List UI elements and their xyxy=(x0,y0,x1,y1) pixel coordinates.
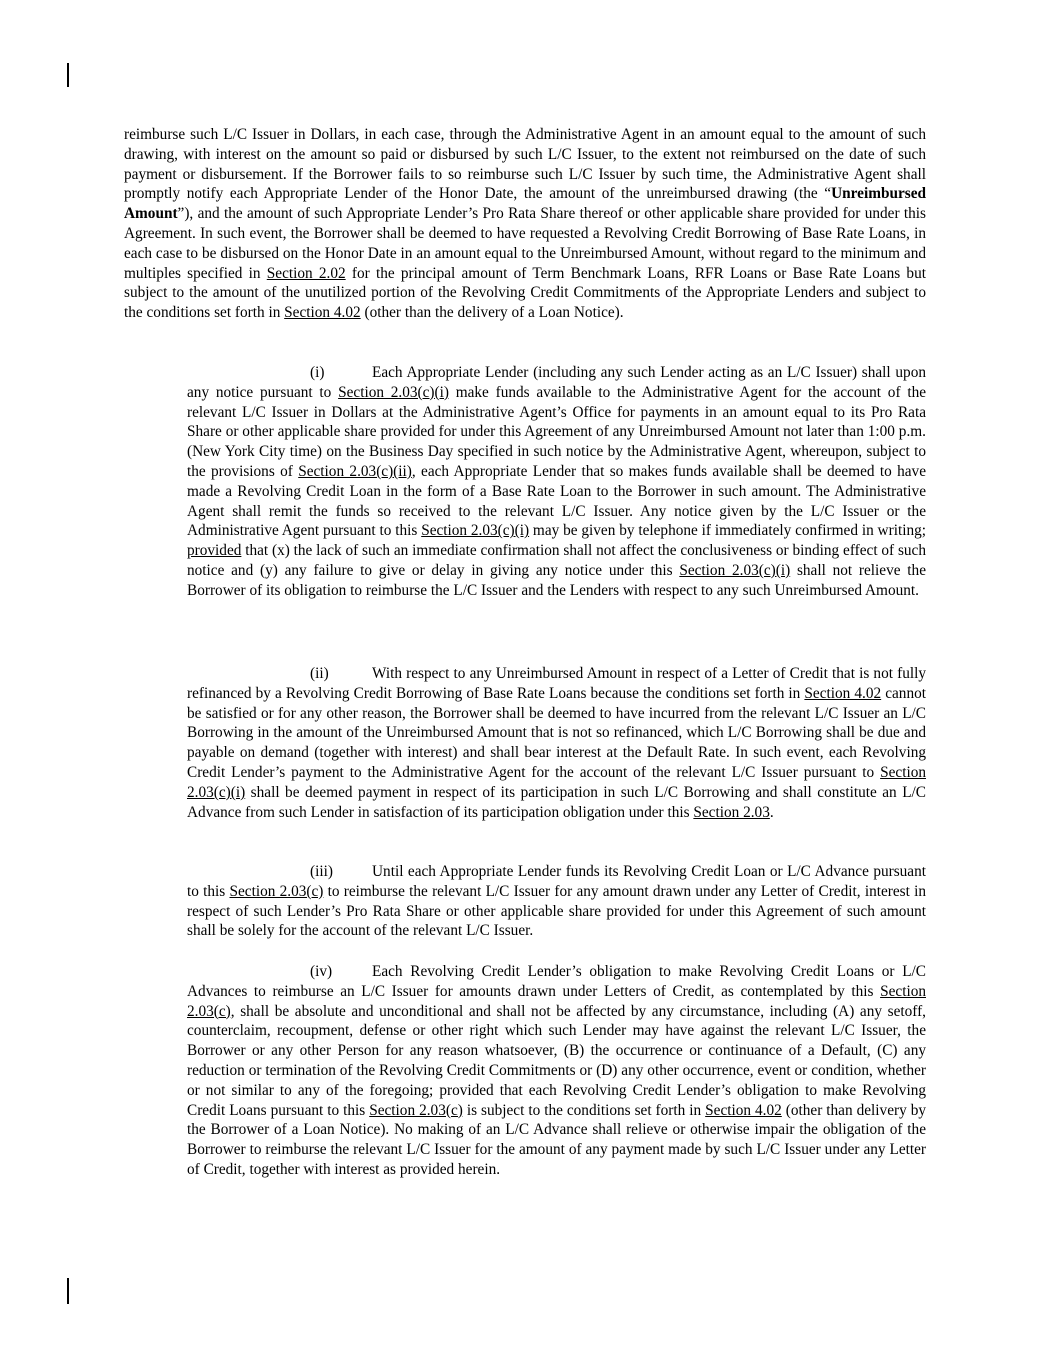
section-ref-2-03-c[interactable]: Section 2.03(c) xyxy=(369,1101,463,1119)
para-ii-text-3: shall be deemed payment in respect of its participation in such L/C Borrowing and shall constitute an L/C Advance from such Lender in satisfaction of its participation obligation under this xyxy=(187,783,926,821)
section-ref-2-03-c[interactable]: Section 2.03(c) xyxy=(187,982,926,1020)
paragraph-number-ii: (ii) xyxy=(310,665,329,682)
section-ref-2-03-c-i[interactable]: Section 2.03(c)(i) xyxy=(679,561,791,579)
para-iii-text-1: Until each Appropriate Lender funds its Revolving Credit Loan or L/C Advance pursuant to this xyxy=(187,863,926,900)
para-iv-text-2: , shall be absolute and unconditional and shall not be affected by any circumstance, including (A) any setoff, counterclaim, recoupment, defense or other right which such Lender may have against the relevant L/C Issuer, the Borrower or any other Person for any reason whatsoever, (B) the occurrence or continuance of a Default, (C) any reduction or termination of the Revolving Credit Commitments or (D) any other occurrence, event or condition, whether or not similar to any of the foregoing; provided that each Revolving Credit Lender’s obligation to make Revolving Credit Loans pursuant to this xyxy=(187,1002,926,1119)
lead-text-2: ”), and the amount of such Appropriate Lender’s Pro Rata Share thereof or other applicable share provided for under this Agreement. In such event, the Borrower shall be deemed to have requested a Revolving Credit Borrowing of Base Rate Loans, in each case to be disbursed on the Honor Date in an amount equal to the Unreimbursed Amount, without regard to the minimum and multiples specified in xyxy=(124,205,926,282)
defined-term-unreimbursed-amount: Unreimbursed Amount xyxy=(124,185,926,223)
para-iv-text-3: is subject to the conditions set forth in xyxy=(462,1101,706,1119)
lead-text-3: for the principal amount of Term Benchmark Loans, RFR Loans or Base Rate Loans but subject to the amount of the unutilized portion of the Revolving Credit Commitments of the Appropriate Lenders and subject to the conditions set forth in xyxy=(124,264,926,322)
para-i-text-2: make funds available to the Administrative Agent for the account of the relevant L/C Issuer in Dollars at the Administrative Agent’s Office for payments in an amount equal to its Pro Rata Share or other applicable share provided for under this Agreement of any Unreimbursed Amount not later than 1:00 p.m. (New York City time) on the Business Day specified in such notice by the Administrative Agent, whereupon, subject to the provisions of xyxy=(187,383,927,480)
paragraph-number-i: (i) xyxy=(310,364,325,381)
paragraph-iv xyxy=(187,962,926,1180)
paragraph-number-iv: (iv) xyxy=(310,963,333,980)
para-ii-text-2: cannot be satisfied or for any other reason, the Borrower shall be deemed to have incurred from the relevant L/C Issuer an L/C Borrowing in the amount of the Unreimbursed Amount that is not so refinanced, which L/C Borrowing shall be due and payable on demand (together with interest) and shall bear interest at the Default Rate. In such event, each Revolving Credit Lender’s payment to the Administrative Agent for the account of the relevant L/C Issuer pursuant to xyxy=(187,684,926,781)
paragraph-iii xyxy=(187,862,926,941)
para-ii-text-4: . xyxy=(769,803,774,821)
para-i-text-5: that (x) the lack of such an immediate confirmation shall not affect the conclusiveness or binding effect of such notice and (y) any failure to give or delay in giving any notice under this xyxy=(187,542,926,579)
section-ref-2-03-c[interactable]: Section 2.03(c) xyxy=(229,882,324,900)
lead-paragraph xyxy=(124,125,926,323)
section-ref-2-03-c-i[interactable]: Section 2.03(c)(i) xyxy=(187,763,926,801)
paragraph-i xyxy=(187,363,926,601)
section-ref-2-03-c-i[interactable]: Section 2.03(c)(i) xyxy=(338,383,449,401)
section-ref-4-02[interactable]: Section 4.02 xyxy=(804,684,882,702)
section-ref-2-03[interactable]: Section 2.03 xyxy=(693,803,770,821)
section-ref-2-03-c-ii[interactable]: Section 2.03(c)(ii) xyxy=(298,462,412,480)
section-ref-4-02[interactable]: Section 4.02 xyxy=(705,1101,782,1119)
paragraph-number-iii: (iii) xyxy=(310,863,333,880)
para-i-text-3: , each Appropriate Lender that so makes funds available shall be deemed to have made a Revolving Credit Loan in the form of a Base Rate Loan to the Borrower in such amount. The Administrative Agent shall remit the funds so received to the relevant L/C Issuer. Any notice given by the L/C Issuer or the Administrative Agent pursuant to this xyxy=(187,462,926,540)
section-ref-4-02[interactable]: Section 4.02 xyxy=(284,304,361,322)
paragraph-ii xyxy=(187,664,926,822)
section-ref-2-03-c-i[interactable]: Section 2.03(c)(i) xyxy=(421,522,530,540)
para-ii-text-1: With respect to any Unreimbursed Amount in respect of a Letter of Credit that is not fully refinanced by a Revolving Credit Borrowing of Base Rate Loans because the conditions set forth in xyxy=(187,665,926,702)
lead-text-1: reimburse such L/C Issuer in Dollars, in each case, through the Administrative Agent in an amount equal to the amount of such drawing, with interest on the amount so paid or disbursed by such L/C Issuer, to the extent not reimbursed on the date of such payment or disbursement. If the Borrower fails to so reimburse such L/C Issuer by such time, the Administrative Agent shall promptly notify each Appropriate Lender of the Honor Date, the amount of the unreimbursed drawing (the “ xyxy=(124,126,926,203)
section-ref-2-02[interactable]: Section 2.02 xyxy=(266,264,346,282)
para-i-text-4: may be given by telephone if immediately confirmed in writing; xyxy=(529,522,926,540)
proviso-term: provided xyxy=(187,542,242,560)
para-iii-text-2: to reimburse the relevant L/C Issuer for any amount drawn under any Letter of Credit, interest in respect of such Lender’s Pro Rata Share or other applicable share provided for under this Agreement of such amount shall be solely for the account of the relevant L/C Issuer. xyxy=(187,882,926,940)
para-i-text-6: shall not relieve the Borrower of its obligation to reimburse the L/C Issuer and the Lenders with respect to any such Unreimbursed Amount. xyxy=(187,561,926,599)
change-bar-top xyxy=(67,63,69,87)
lead-text-4: (other than the delivery of a Loan Notice). xyxy=(360,304,624,322)
change-bar-bottom xyxy=(67,1278,69,1304)
para-i-text-1: Each Appropriate Lender (including any such Lender acting as an L/C Issuer) shall upon any notice pursuant to xyxy=(187,364,926,401)
para-iv-text-4: (other than delivery by the Borrower of a Loan Notice). No making of an L/C Advance shall relieve or otherwise impair the obligation of the Borrower to reimburse the relevant L/C Issuer for the amount of any payment made by such L/C Issuer under any Letter of Credit, together with interest as provided herein. xyxy=(187,1101,926,1178)
para-iv-text-1: Each Revolving Credit Lender’s obligation to make Revolving Credit Loans or L/C Advances to reimburse an L/C Issuer for amounts drawn under Letters of Credit, as contemplated by this xyxy=(187,963,926,1000)
